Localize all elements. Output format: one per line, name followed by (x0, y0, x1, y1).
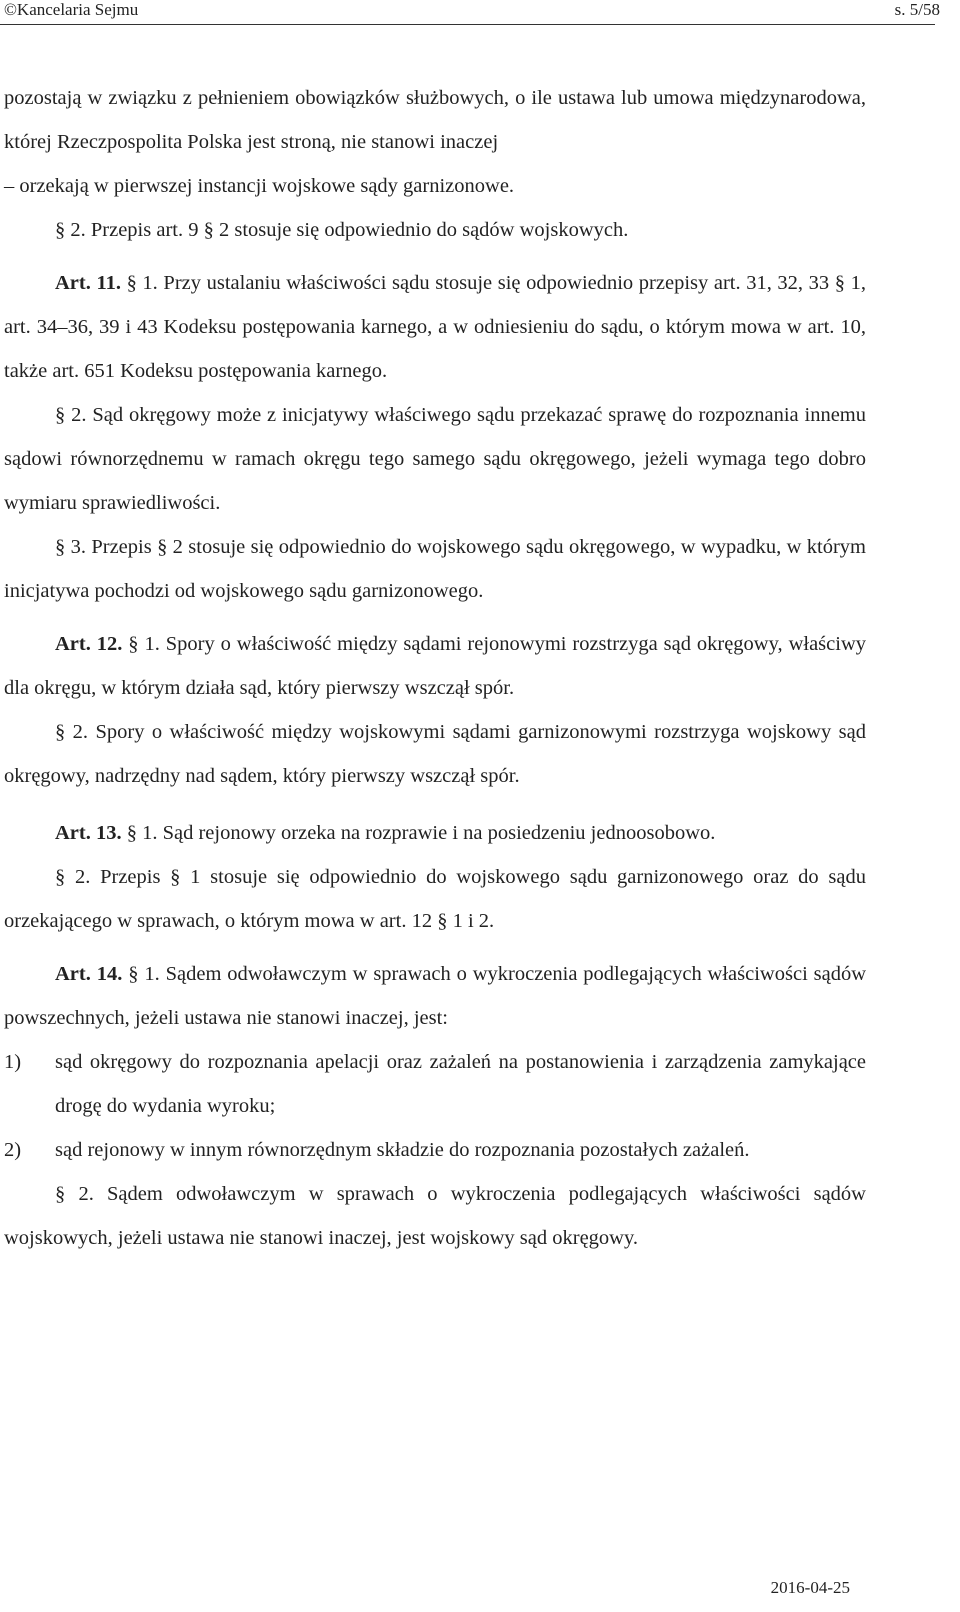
article-text: § 1. Przy ustalaniu właściwości sądu stosuje się odpowiednio przepisy art. 31, 32, 33 § 1, art. 34–36, 39 i 43 Kodeksu postępowania karnego, a w odniesieniu do sądu, o którym mowa w art. 10, także art. 651 Kodeksu postępowania karnego. (4, 272, 866, 382)
list-number: 1) (4, 1051, 22, 1073)
article-13 (4, 811, 866, 855)
article-text: § 1. Sąd rejonowy orzeka na rozprawie i na posiedzeniu jednoosobowo. (126, 822, 716, 844)
paragraph: § 3. Przepis § 2 stosuje się odpowiednio do wojskowego sądu okręgowego, w wypadku, w którym inicjatywa pochodzi od wojskowego sądu garnizonowego. (4, 536, 866, 602)
paragraph: § 2. Sądem odwoławczym w sprawach o wykroczenia podlegających właściwości sądów wojskowych, jeżeli ustawa nie stanowi inaczej, jest wojskowy sąd okręgowy. (4, 1183, 866, 1249)
article-number: Art. 13. (55, 822, 122, 844)
article-number: Art. 14. (55, 963, 123, 985)
header-divider (0, 24, 935, 25)
paragraph: § 2. Przepis art. 9 § 2 stosuje się odpowiednio do sądów wojskowych. (55, 219, 629, 241)
article-text: § 1. Spory o właściwość między sądami rejonowymi rozstrzyga sąd okręgowy, właściwy dla okręgu, w którym działa sąd, który pierwszy wszczął spór. (4, 633, 866, 699)
article-11 (4, 261, 866, 393)
paragraph: § 2. Przepis § 1 stosuje się odpowiednio do wojskowego sądu garnizonowego oraz do sądu orzekającego w sprawach, o którym mowa w art. 12 § 1 i 2. (4, 866, 866, 932)
list-item (4, 1128, 866, 1172)
article-14 (4, 952, 866, 1040)
article-text: § 1. Sądem odwoławczym w sprawach o wykroczenia podlegających właściwości sądów powszechnych, jeżeli ustawa nie stanowi inaczej, jest: (4, 963, 867, 1029)
article-12 (4, 622, 866, 710)
paragraph: – orzekają w pierwszej instancji wojskowe sądy garnizonowe. (4, 175, 515, 197)
footer-date: 2016-04-25 (770, 1578, 850, 1597)
copyright-label: ©Kancelaria Sejmu (4, 0, 139, 19)
paragraph: § 2. Spory o właściwość między wojskowymi sądami garnizonowymi rozstrzyga wojskowy sąd okręgowy, nadrzędny nad sądem, który pierwszy wszczął spór. (4, 721, 866, 787)
document-body (4, 76, 866, 1260)
list-number: 2) (4, 1139, 22, 1161)
paragraph: § 2. Sąd okręgowy może z inicjatywy właściwego sądu przekazać sprawę do rozpoznania innemu sądowi równorzędnemu w ramach okręgu tego samego sądu okręgowego, jeżeli wymaga tego dobro wymiaru sprawiedliwości. (4, 404, 866, 514)
page-header (0, 0, 960, 26)
list-item (4, 1040, 866, 1128)
list-text: sąd rejonowy w innym równorzędnym składzie do rozpoznania pozostałych zażaleń. (55, 1139, 750, 1161)
list-text: sąd okręgowy do rozpoznania apelacji oraz zażaleń na postanowienia i zarządzenia zamykające drogę do wydania wyroku; (55, 1051, 866, 1117)
paragraph: pozostają w związku z pełnieniem obowiązków służbowych, o ile ustawa lub umowa międzynarodowa, której Rzeczpospolita Polska jest stroną, nie stanowi inaczej (4, 87, 866, 153)
article-number: Art. 12. (55, 633, 123, 655)
page-number: s. 5/58 (894, 0, 940, 19)
article-number: Art. 11. (55, 272, 121, 294)
